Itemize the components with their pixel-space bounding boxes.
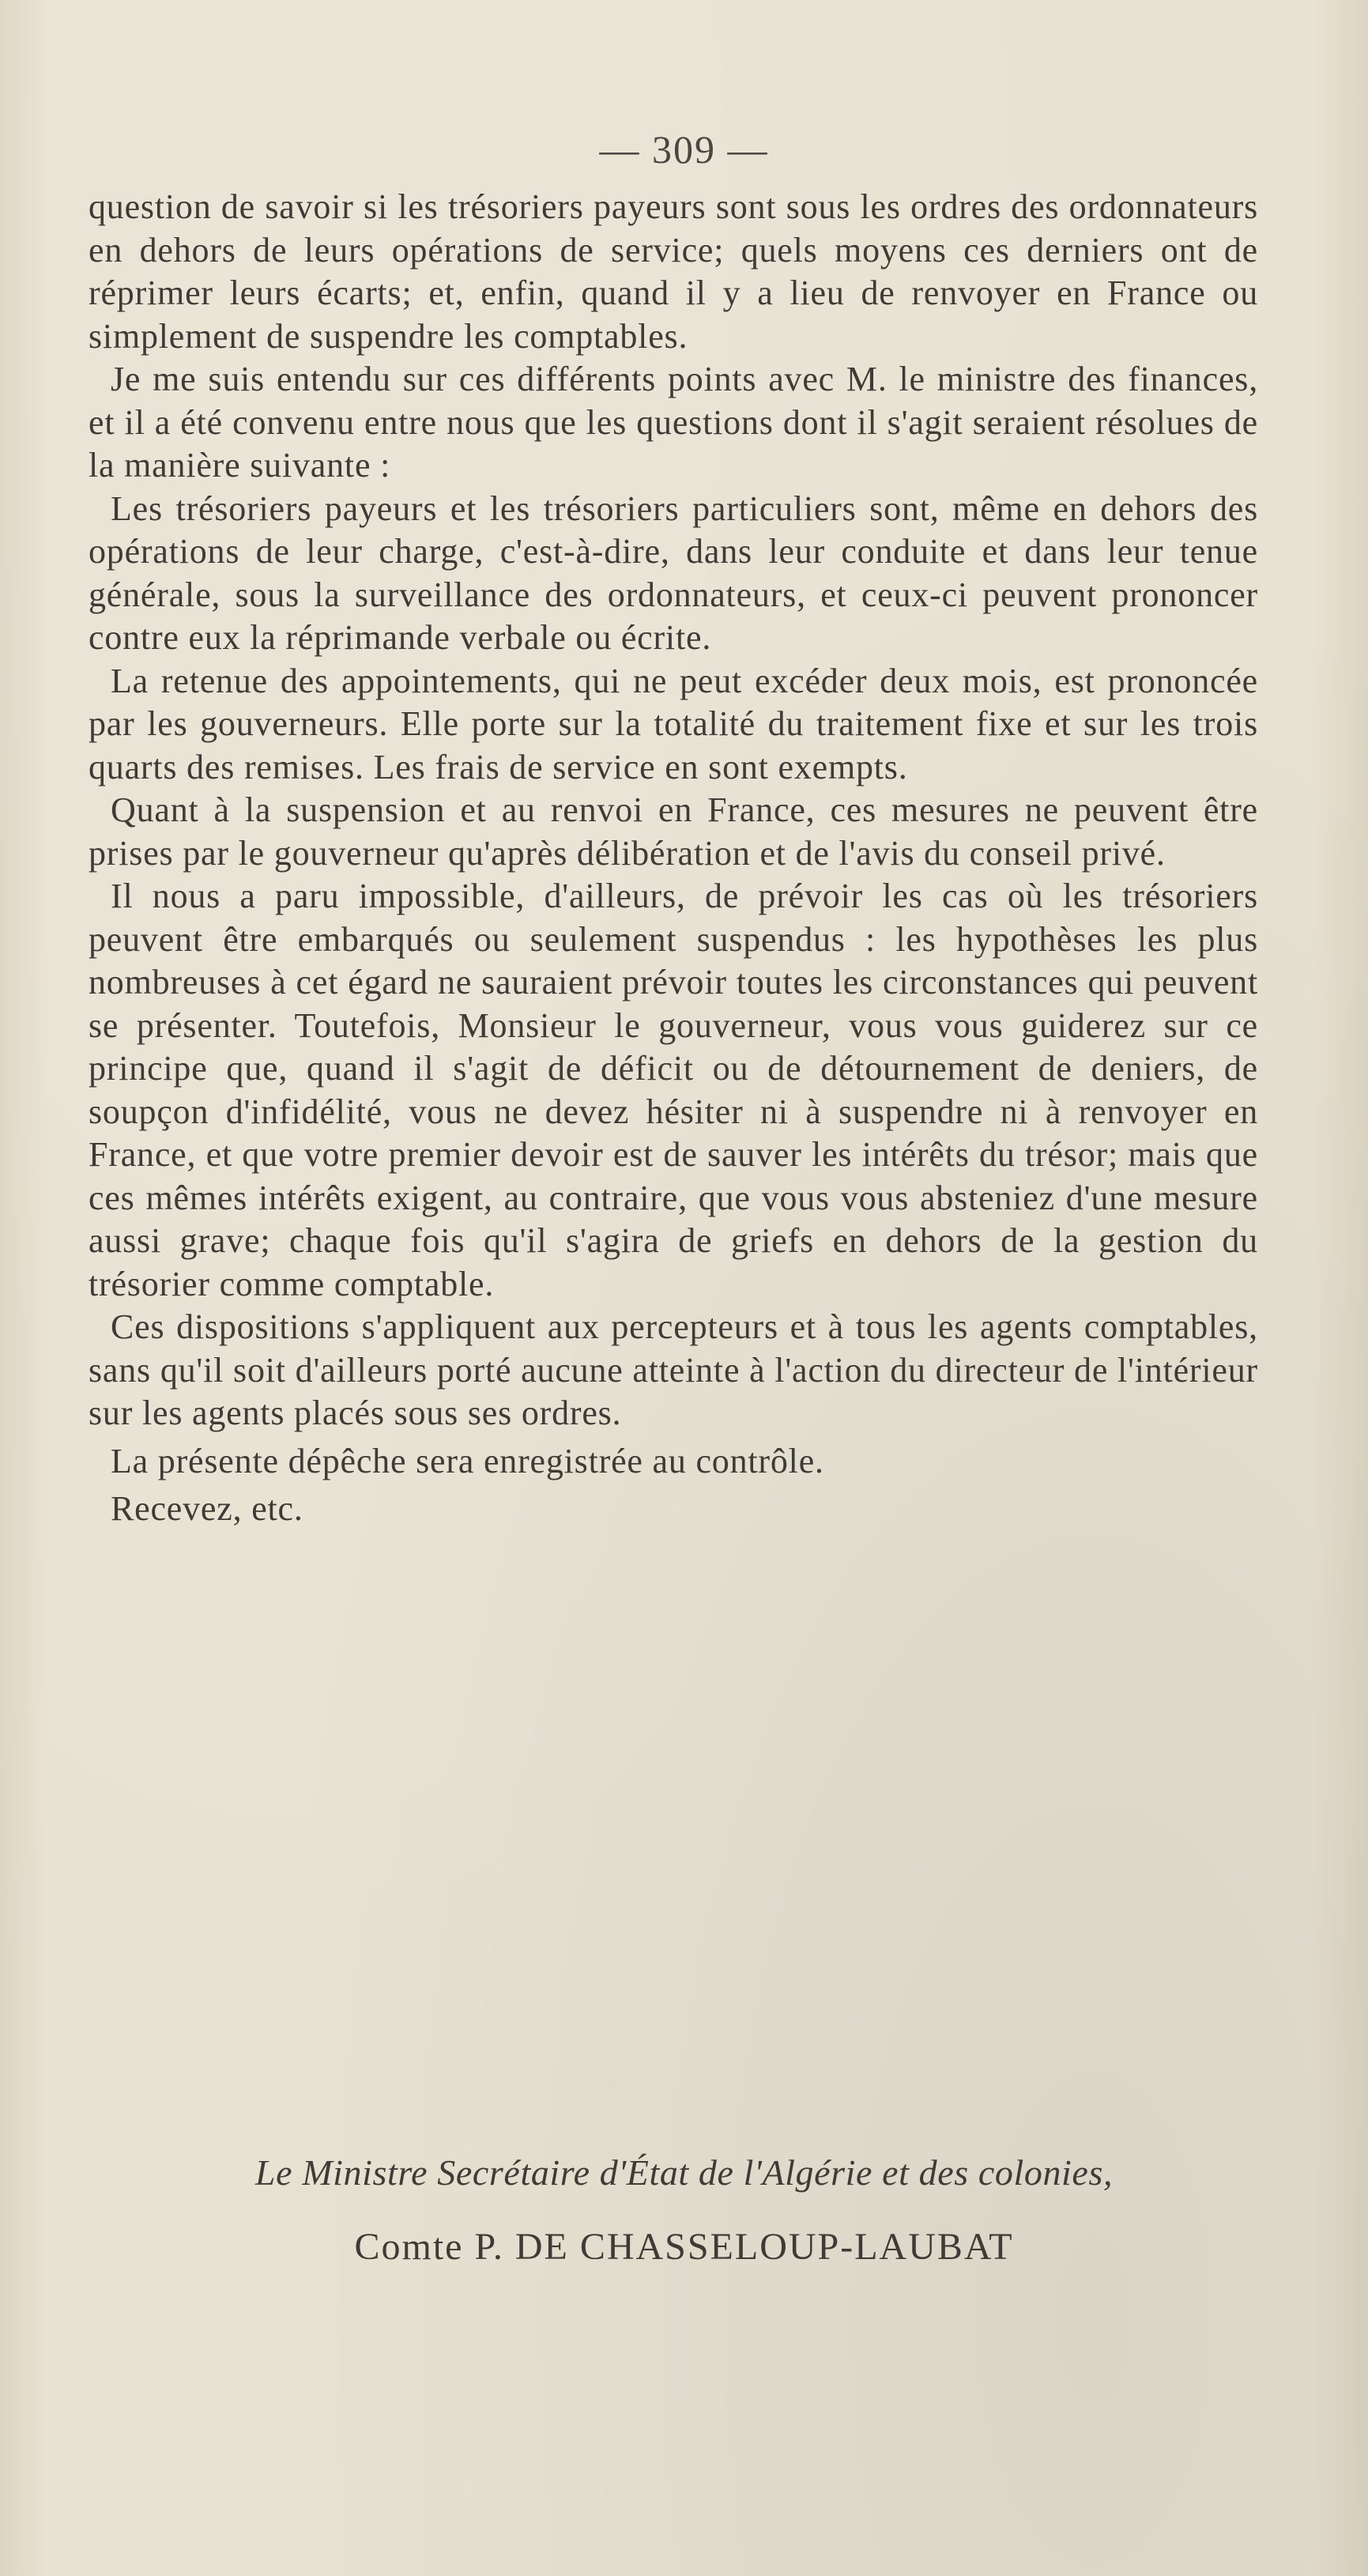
paragraph-7: Ces dispositions s'appliquent aux percepteurs et à tous les agents comptables, sans qu'il soit d'ailleurs porté aucune atteinte à l'action du directeur de l'intérieur sur les agents placés sous ses ordres. bbox=[89, 1307, 1258, 1432]
paragraph-3: Les trésoriers payeurs et les trésoriers particuliers sont, même en dehors des opérations de leur charge, c'est-à-dire, dans leur conduite et dans leur tenue générale, sous la surveillance des ordonnateurs, et ceux-ci peuvent prononcer contre eux la réprimande verbale ou écrite. bbox=[89, 488, 1258, 657]
body-text bbox=[89, 186, 1258, 1531]
page-number: — 309 — bbox=[599, 127, 769, 172]
paragraph-6: Il nous a paru impossible, d'ailleurs, de prévoir les cas où les trésoriers peuvent être embarqués ou seulement suspendus : les hypothèses les plus nombreuses à cet égard ne sauraient prévoir toutes les circonstances qui peuvent se présenter. Toutefois, Monsieur le gouverneur, vous vous guiderez sur ce principe que, quand il s'agit de déficit ou de détournement de deniers, de soupçon d'infidélité, vous ne devez hésiter ni à suspendre ni à renvoyer en France, et que votre premier devoir est de sauver les intérêts du trésor; mais que ces mêmes intérêts exigent, au contraire, que vous vous absteniez d'une mesure aussi grave; chaque fois qu'il s'agira de griefs en dehors de la gestion du trésorier comme comptable. bbox=[89, 877, 1258, 1303]
paragraph-5: Quant à la suspension et au renvoi en France, ces mesures ne peuvent être prises par le gouverneur qu'après délibération et de l'avis du conseil privé. bbox=[89, 790, 1258, 873]
paragraph-2: Je me suis entendu sur ces différents points avec M. le ministre des finances, et il a été convenu entre nous que les questions dont il s'agit seraient résolues de la manière suivante : bbox=[89, 360, 1258, 485]
paragraph-4: La retenue des appointements, qui ne peut excéder deux mois, est prononcée par les gouverneurs. Elle porte sur la totalité du traitement fixe et sur les trois quarts des remises. Les frais de service en sont exempts. bbox=[89, 661, 1258, 786]
paragraph-1: question de savoir si les trésoriers payeurs sont sous les ordres des ordonnateurs en dehors de leurs opérations de service; quels moyens ces derniers ont de réprimer leurs écarts; et, enfin, quand il y a lieu de renvoyer en France ou simplement de suspendre les comptables. bbox=[89, 187, 1258, 356]
signature-name: Comte P. DE CHASSELOUP-LAUBAT bbox=[354, 2226, 1014, 2268]
paragraph-9: Recevez, etc. bbox=[111, 1489, 303, 1528]
paragraph-8: La présente dépêche sera enregistrée au contrôle. bbox=[111, 1441, 824, 1480]
signature-title: Le Ministre Secrétaire d'État de l'Algérie et des colonies, bbox=[254, 2152, 1114, 2193]
